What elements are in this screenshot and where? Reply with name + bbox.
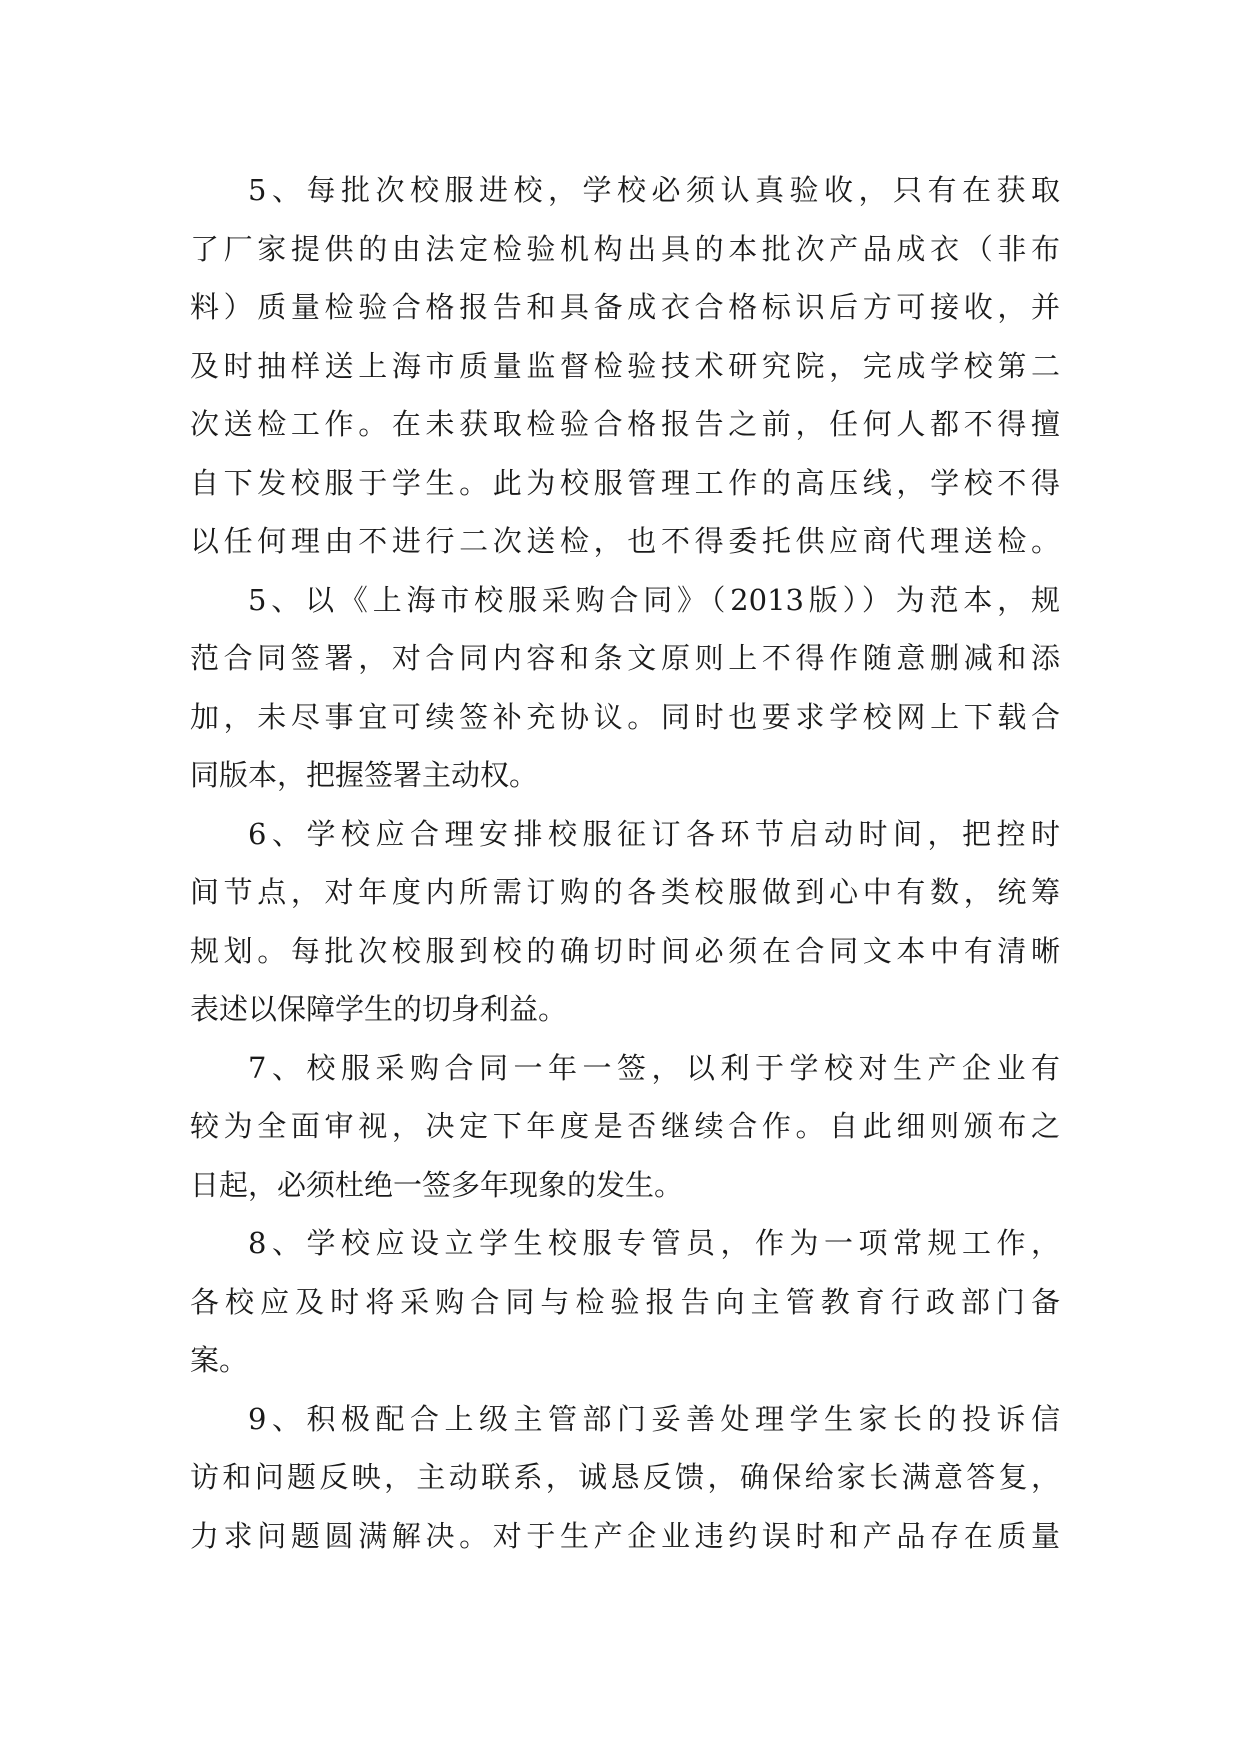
paragraph-first-line: 7、校服采购合同一年一签，以利于学校对生产企业有 (248, 1050, 1060, 1085)
paragraph-line: 自下发校服于学生。此为校服管理工作的高压线，学校不得 (190, 465, 1060, 500)
paragraph-line: 同版本，把握签署主动权。 (190, 758, 539, 792)
paragraph-line: 规划。每批次校服到校的确切时间必须在合同文本中有清晰 (190, 933, 1060, 968)
paragraph-line: 及时抽样送上海市质量监督检验技术研究院，完成学校第二 (190, 348, 1060, 383)
paragraph-first-line: 9、积极配合上级主管部门妥善处理学生家长的投诉信 (248, 1401, 1060, 1436)
paragraph-line: 力求问题圆满解决。对于生产企业违约误时和产品存在质量 (190, 1518, 1060, 1553)
paragraph-line: 访和问题反映，主动联系，诚恳反馈，确保给家长满意答复， (190, 1460, 1060, 1494)
paragraph-line: 次送检工作。在未获取检验合格报告之前，任何人都不得擅 (190, 407, 1060, 441)
document-body (190, 161, 1060, 1565)
paragraph-first-line: 5、以《上海市校服采购合同》（2013版））为范本，规 (248, 582, 1060, 617)
paragraph-line: 案。 (190, 1343, 249, 1377)
paragraph-line: 较为全面审视，决定下年度是否继续合作。自此细则颁布之 (190, 1109, 1060, 1143)
paragraph-first-line: 6、学校应合理安排校服征订各环节启动时间，把控时 (248, 816, 1060, 851)
paragraph-line: 以任何理由不进行二次送检，也不得委托供应商代理送检。 (190, 524, 1060, 558)
paragraph-line: 日起，必须杜绝一签多年现象的发生。 (190, 1167, 684, 1202)
paragraph-line: 表述以保障学生的切身利益。 (190, 992, 568, 1026)
paragraph-first-line: 8、学校应设立学生校服专管员，作为一项常规工作， (248, 1226, 1060, 1260)
paragraph-line: 料）质量检验合格报告和具备成衣合格标识后方可接收，并 (190, 290, 1060, 324)
paragraph-line: 范合同签署，对合同内容和条文原则上不得作随意删减和添 (190, 641, 1060, 675)
paragraph-line: 加，未尽事宜可续签补充协议。同时也要求学校网上下载合 (190, 699, 1060, 734)
paragraph-line: 各校应及时将采购合同与检验报告向主管教育行政部门备 (190, 1284, 1060, 1319)
paragraph-line: 间节点，对年度内所需订购的各类校服做到心中有数，统筹 (190, 875, 1060, 909)
paragraph-line: 了厂家提供的由法定检验机构出具的本批次产品成衣（非布 (190, 231, 1060, 266)
paragraph-first-line: 5、每批次校服进校，学校必须认真验收，只有在获取 (248, 173, 1060, 207)
